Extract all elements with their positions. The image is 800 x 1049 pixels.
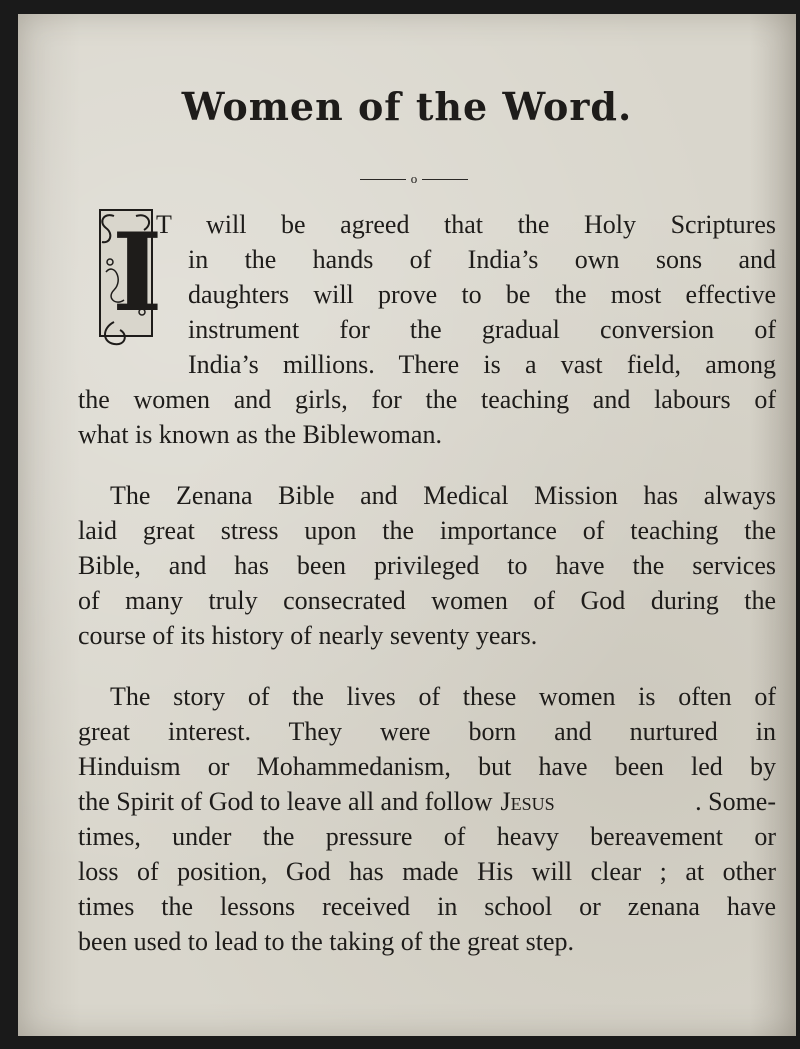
separator-ornament: o (410, 171, 418, 186)
page-title: Women of the Word. (181, 84, 633, 129)
p1-line-3: daughters will prove to be the most effective (188, 280, 776, 309)
title-separator (360, 171, 468, 187)
p1-line-2: in the hands of India’s own sons and (188, 245, 776, 274)
p1-line-5: India’s millions. There is a vast field, among (188, 350, 776, 379)
p3-line-4-name: Jesus (500, 787, 555, 816)
separator-line-right (422, 179, 468, 180)
p3-line-8: been used to lead to the taking of the great step. (78, 927, 575, 956)
p1-line-1: T will be agreed that the Holy Scriptures (156, 210, 776, 239)
separator-line-left (360, 179, 406, 180)
p2-line-4: of many truly consecrated women of God during the (78, 586, 776, 615)
p2-line-5: course of its history of nearly seventy years. (78, 621, 538, 650)
p2-line-2: laid great stress upon the importance of teaching the (78, 516, 776, 545)
p3-line-7: times the lessons received in school or zenana have (78, 892, 776, 921)
p3-line-6: loss of position, God has made His will clear ; at other (78, 857, 776, 886)
p3-line-3: Hinduism or Mohammedanism, but have been led by (78, 752, 776, 781)
p2-line-1: The Zenana Bible and Medical Mission has always (110, 481, 776, 510)
p3-line-5: times, under the pressure of heavy bereavement or (78, 822, 776, 851)
ornamental-dropcap (84, 202, 166, 352)
book-page (18, 14, 796, 1036)
p1-line-7: what is known as the Biblewoman. (78, 420, 442, 449)
p3-line-4 (78, 787, 776, 817)
p1-line-4: instrument for the gradual conversion of (188, 315, 776, 344)
p3-line-4-text: the Spirit of God to leave all and follow (78, 787, 493, 816)
p1-line-6: the women and girls, for the teaching and labours of (78, 385, 776, 414)
p3-line-2: great interest. They were born and nurtured in (78, 717, 776, 746)
p3-line-1: The story of the lives of these women is often of (110, 682, 776, 711)
dropcap-letter: I (112, 210, 163, 336)
p2-line-3: Bible, and has been privileged to have the services (78, 551, 776, 580)
p3-line-4-end: . Some- (695, 787, 776, 816)
